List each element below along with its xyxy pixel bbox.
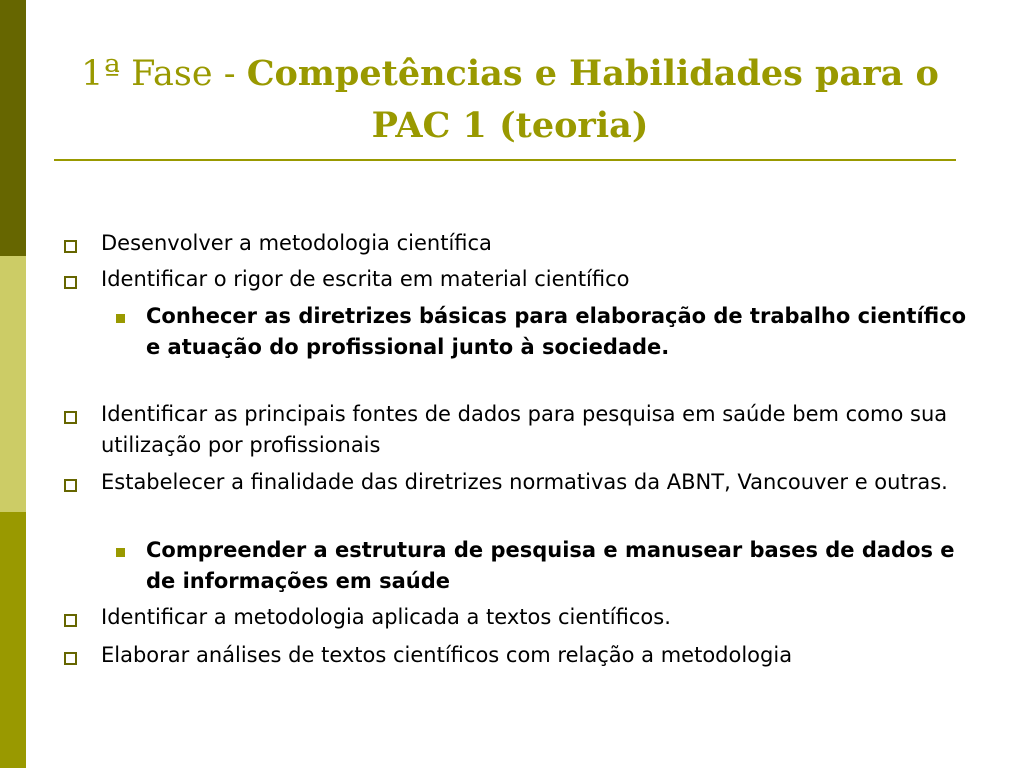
side-bar-dark bbox=[0, 0, 26, 256]
title-divider bbox=[54, 159, 956, 161]
side-bar-mid bbox=[0, 512, 26, 768]
bullet-item: Identificar as principais fontes de dados para pesquisa em saúde bem como sua utilização por profissionais bbox=[101, 402, 948, 457]
filled-square-bullet-icon bbox=[116, 548, 125, 557]
slide-title bbox=[60, 48, 960, 152]
hollow-square-bullet-icon bbox=[64, 479, 77, 492]
hollow-square-bullet-icon bbox=[64, 276, 77, 289]
filled-square-bullet-icon bbox=[116, 314, 125, 323]
bullet-item: Desenvolver a metodologia científica bbox=[101, 231, 492, 255]
hollow-square-bullet-icon bbox=[64, 614, 77, 627]
bullet-item: Estabelecer a finalidade das diretrizes normativas da ABNT, Vancouver e outras. bbox=[101, 470, 948, 494]
sub-bullet-item: Compreender a estrutura de pesquisa e manusear bases de dados e de informações em saúde bbox=[146, 538, 955, 593]
bullet-item: Identificar a metodologia aplicada a textos científicos. bbox=[101, 605, 671, 629]
hollow-square-bullet-icon bbox=[64, 240, 77, 253]
hollow-square-bullet-icon bbox=[64, 652, 77, 665]
bullet-item: Identificar o rigor de escrita em material científico bbox=[101, 267, 630, 291]
side-bar-light bbox=[0, 256, 26, 512]
hollow-square-bullet-icon bbox=[64, 411, 77, 424]
bullet-item: Elaborar análises de textos científicos com relação a metodologia bbox=[101, 643, 793, 667]
slide-title-regular: 1ª Fase - bbox=[81, 54, 247, 94]
sub-bullet-item: Conhecer as diretrizes básicas para elaboração de trabalho científico e atuação do profissional junto à sociedade. bbox=[146, 304, 967, 359]
slide-title-bold: Competências e Habilidades para o PAC 1 (teoria) bbox=[246, 53, 939, 146]
